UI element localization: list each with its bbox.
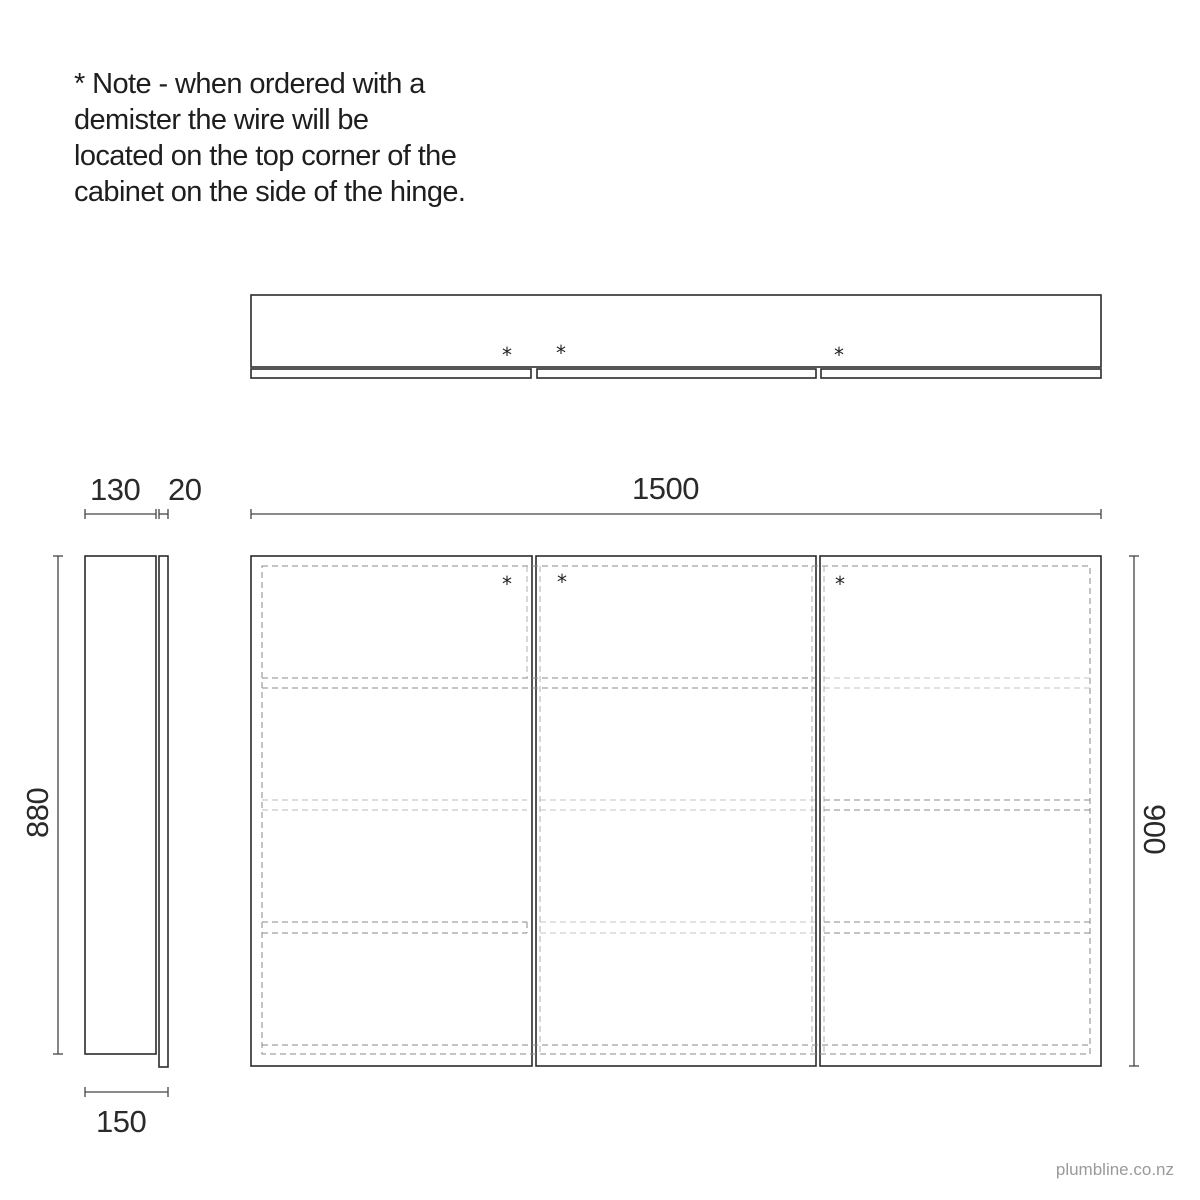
dimension-label-880: 880 <box>20 787 55 838</box>
dimension-label-130: 130 <box>90 472 141 507</box>
dimension-line-130 <box>85 509 156 519</box>
dimension-label-1500: 1500 <box>632 471 699 506</box>
demister-marker-top-2: * <box>556 341 566 365</box>
demister-marker-top-3: * <box>834 343 844 367</box>
side-view-door <box>159 556 168 1067</box>
note-line-3: located on the top corner of the <box>74 140 457 172</box>
top-view-door-middle <box>537 369 816 378</box>
dimension-label-150: 150 <box>96 1104 147 1139</box>
top-view-door-left <box>251 369 531 378</box>
dimension-line-20 <box>159 509 168 519</box>
note-line-1: * Note - when ordered with a <box>74 68 425 100</box>
front-door-left <box>251 556 532 1066</box>
demister-marker-front-3: * <box>835 572 845 596</box>
dimension-label-20: 20 <box>168 472 202 507</box>
side-view <box>85 556 168 1067</box>
note-line-4: cabinet on the side of the hinge. <box>74 176 466 208</box>
demister-marker-front-2: * <box>557 570 567 594</box>
side-view-body <box>85 556 156 1054</box>
dimension-line-150 <box>85 1087 168 1097</box>
front-door-middle <box>536 556 816 1066</box>
demister-marker-front-1: * <box>502 572 512 596</box>
top-view <box>251 295 1101 378</box>
note-line-2: demister the wire will be <box>74 104 369 136</box>
dimension-label-900: 900 <box>1137 804 1172 855</box>
front-door-right <box>820 556 1101 1066</box>
top-view-door-right <box>821 369 1101 378</box>
demister-marker-top-1: * <box>502 343 512 367</box>
dimension-line-1500 <box>251 509 1101 519</box>
watermark: plumbline.co.nz <box>1055 1160 1174 1179</box>
front-view <box>251 556 1101 1066</box>
top-view-body <box>251 295 1101 367</box>
